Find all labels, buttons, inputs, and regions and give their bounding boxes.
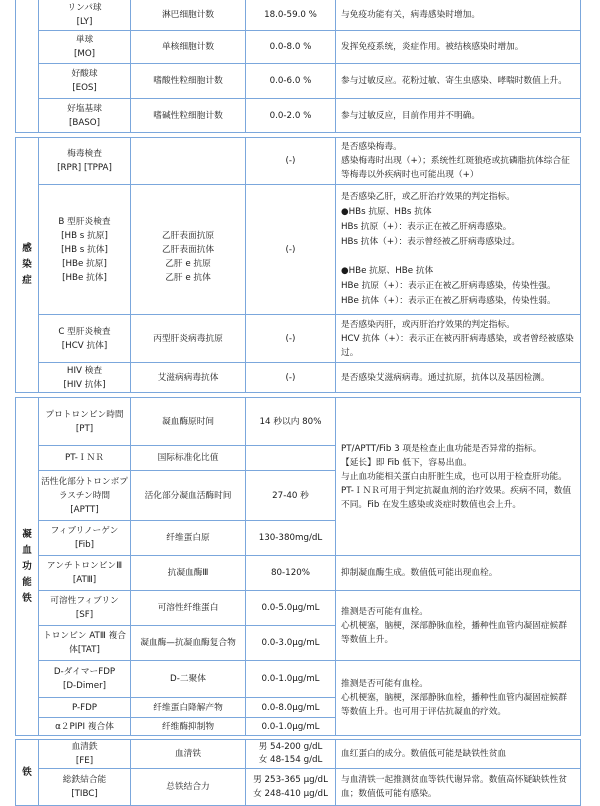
reference-value: 27-40 秒 [272, 490, 309, 501]
test-name-cell [39, 718, 131, 736]
chinese-name: 淋巴细胞计数 [161, 10, 215, 20]
reference-value: 0.0-5.0μg/mL [261, 603, 320, 613]
reference-value: (-) [285, 156, 296, 166]
description-line: HBs 抗原（+）：表示正在被乙肝病毒感染。 [341, 222, 512, 232]
description-line: 推测是否可能有血栓。 [341, 606, 428, 617]
reference-cell [246, 698, 336, 718]
category-cell [16, 740, 39, 806]
test-name-cell [39, 471, 131, 521]
test-name-cell [39, 521, 131, 556]
test-code: [D-Dimer] [62, 681, 107, 691]
chinese-name: 艾滋病病毒抗体 [157, 372, 219, 383]
description-cell [336, 31, 581, 64]
test-name: P-FDP [71, 702, 98, 713]
test-name-cell [39, 398, 131, 446]
test-code: [PT] [75, 423, 94, 434]
description-line: 是否感染梅毒。 [341, 142, 402, 152]
chinese-name-cell [131, 363, 246, 393]
test-name: プロトロンビン時間 [45, 409, 124, 420]
iron-section [15, 739, 581, 806]
description-line: 与止血功能相关蛋白由肝脏生成，也可以用于检查肝功能。 [341, 471, 567, 482]
reference-cell [246, 521, 336, 556]
chinese-name: 纤维蛋白降解产物 [153, 702, 223, 713]
description-cell [336, 99, 581, 133]
chinese-name: 国际标准化比值 [157, 453, 219, 463]
reference-value: 0.0-6.0 % [269, 76, 312, 86]
description-line: 推测是否可能有血栓。 [341, 679, 428, 689]
test-name: D-ダイマーFDP [53, 667, 116, 677]
description-text: 与血清铁一起推测贫血等铁代谢异常。数值高怀疑缺铁性贫血；数值低可能有感染。 [341, 775, 567, 799]
description-cell [336, 363, 581, 393]
description-text: 血红蛋白的成分。数值低可能是缺铁性贫血 [341, 749, 507, 759]
description-cell [336, 740, 581, 769]
infection-section [15, 137, 581, 393]
chinese-name: 总铁结合力 [166, 782, 210, 792]
description-cell [336, 591, 581, 661]
reference-value: 0.0-3.0μg/mL [261, 638, 320, 648]
chinese-name: 抗凝血酶Ⅲ [167, 568, 209, 578]
test-name: α２PIPI 複合体 [55, 721, 114, 732]
test-code: [HB s 抗体] [61, 244, 108, 255]
category-cell [16, 0, 39, 133]
description-cell [336, 556, 581, 591]
test-code: [HB s 抗原] [61, 230, 108, 241]
reference-value: 0.0-2.0 % [269, 110, 312, 121]
description-line: 是否感染乙肝，或乙肝治疗效果的判定指标。 [341, 192, 515, 202]
reference-cell [246, 661, 336, 698]
test-code: [ATⅢ] [72, 575, 97, 585]
description-line: PT-ＩＮＲ可用于判定抗凝血剂的治疗效果。疾病不同，数值不同。Fib 在发生感染或炎症时数值也会上升。 [341, 485, 572, 510]
test-name: HIV 検査 [66, 365, 103, 376]
reference-cell [246, 626, 336, 661]
test-name-cell [39, 626, 131, 661]
reference-value-female: 女 248-410 μg/dL [253, 789, 328, 799]
reference-cell [246, 398, 336, 446]
category-label: 铁 [22, 766, 32, 778]
chinese-name-cell [131, 661, 246, 698]
test-code: [BASO] [68, 117, 101, 128]
test-name-cell [39, 446, 131, 471]
reference-value: 14 秒以内 80% [259, 416, 322, 427]
description-cell [336, 315, 581, 363]
test-code: [TAT] [77, 645, 100, 655]
reference-cell [246, 740, 336, 769]
chinese-name-cell [131, 315, 246, 363]
reference-value: (-) [285, 372, 296, 383]
chinese-name: 纤维酶抑制物 [161, 721, 215, 732]
chinese-name-cell [131, 99, 246, 133]
description-cell [336, 64, 581, 99]
reference-value: 0.0-8.0 % [269, 42, 312, 52]
chinese-name: 单核细胞计数 [161, 42, 215, 52]
chinese-name: 乙肝 e 抗原 [165, 258, 211, 269]
description-line: 【延长】即 Fib 低下，容易出血。 [341, 457, 472, 468]
test-name: 単球 [75, 35, 94, 45]
reference-cell [246, 138, 336, 185]
chinese-name-cell [131, 185, 246, 315]
test-code: [MO] [73, 49, 96, 59]
chinese-name: 可溶性纤维蛋白 [157, 603, 219, 613]
description-cell [336, 661, 581, 736]
test-code: [RPR] [TPPA] [57, 163, 112, 173]
description-cell [336, 138, 581, 185]
test-code: [LY] [76, 17, 93, 27]
category-cell [16, 398, 39, 736]
chinese-name-cell [131, 626, 246, 661]
description-cell [336, 185, 581, 315]
description-line: 心机梗塞，脑梗，深部静脉血栓，播种性血管内凝固症候群等数值上升。 [341, 620, 567, 645]
description-cell [336, 0, 581, 31]
chinese-name-cell [131, 64, 246, 99]
chinese-name-cell [131, 446, 246, 471]
reference-value: 0.0-8.0μg/mL [261, 702, 320, 713]
reference-cell [246, 769, 336, 806]
description-line: ●HBe 抗原、HBe 抗体 [341, 266, 434, 276]
chinese-name: 嗜碱性粒细胞计数 [153, 110, 223, 121]
test-name-cell [39, 64, 131, 99]
chinese-name-cell [131, 718, 246, 736]
chinese-name: 纤维蛋白原 [166, 533, 210, 543]
description-line: HBe 抗体（+）：表示正在被乙肝病毒感染，传染性弱。 [341, 296, 556, 306]
chinese-name-cell [131, 398, 246, 446]
reference-cell [246, 185, 336, 315]
reference-cell [246, 718, 336, 736]
chinese-name: 凝血酶—抗凝血酶复合物 [140, 638, 236, 648]
reference-cell [246, 99, 336, 133]
test-code: [HBe 抗原] [62, 258, 107, 269]
reference-value-male: 男 253-365 μg/dL [253, 775, 328, 785]
category-cell [16, 138, 39, 393]
test-name-cell [39, 661, 131, 698]
test-name-cell [39, 31, 131, 64]
category-label: 凝血功能铁 [22, 528, 32, 604]
test-code: [TIBC] [71, 789, 98, 799]
test-name-cell [39, 185, 131, 315]
test-name: C 型肝炎検査 [58, 326, 111, 337]
description-line: ●HBs 抗原、HBs 抗体 [341, 207, 432, 217]
test-name: フィブリノーゲン [50, 526, 119, 536]
chinese-name: 凝血酶原时间 [161, 416, 215, 427]
chinese-name-cell [131, 138, 246, 185]
description-text: 抑制凝血酶生成。数值低可能出现血栓。 [341, 568, 498, 578]
test-name: 好酸球 [71, 69, 98, 79]
reference-value-female: 女 48-154 g/dL [258, 755, 323, 765]
test-name-cell [39, 363, 131, 393]
chinese-name: 嗜酸性粒细胞计数 [153, 76, 223, 86]
description-cell [336, 398, 581, 556]
test-name-cell [39, 138, 131, 185]
reference-value: 130-380mg/dL [258, 533, 323, 543]
description-text: 发挥免疫系统，炎症作用。被结核感染时增加。 [341, 42, 524, 52]
reference-cell [246, 64, 336, 99]
description-line: 感染梅毒时出现（+）；系统性红斑狼疮或抗磷脂抗体综合征等梅毒以外疾病时也可能出现（+） [341, 156, 570, 180]
reference-value: 0.0-1.0μg/mL [261, 674, 320, 684]
test-code: [SF] [75, 610, 94, 620]
chinese-name-cell [131, 740, 246, 769]
description-line: HBe 抗原（+）：表示正在被乙肝病毒感染，传染性强。 [341, 281, 556, 291]
description-cell [336, 769, 581, 806]
chinese-name-cell [131, 0, 246, 31]
chinese-name-cell [131, 769, 246, 806]
chinese-name: 乙肝表面抗原 [161, 230, 215, 241]
test-code: [HBe 抗体] [62, 272, 107, 283]
test-code: [EOS] [72, 83, 97, 93]
reference-cell [246, 591, 336, 626]
test-name: 活性化部分トロンボプラスチン時間 [41, 476, 128, 501]
test-name: 総鉄結合能 [62, 775, 107, 785]
description-text: 参与过敏反应，目前作用并不明确。 [341, 110, 480, 121]
test-name-cell [39, 315, 131, 363]
chinese-name: 乙肝表面抗体 [161, 244, 215, 255]
test-code: [HIV 抗体] [63, 379, 106, 390]
reference-value: (-) [285, 244, 296, 255]
chinese-name: 乙肝 e 抗体 [165, 272, 211, 283]
reference-cell [246, 363, 336, 393]
reference-value: (-) [285, 333, 296, 344]
category-label: 感染症 [22, 243, 32, 286]
chinese-name-cell [131, 521, 246, 556]
test-name-cell [39, 740, 131, 769]
test-code: [Fib] [74, 540, 95, 550]
test-name: 梅毒検査 [67, 149, 102, 159]
test-name: 好塩基球 [67, 103, 102, 114]
test-name: 血清鉄 [71, 742, 98, 752]
chinese-name-cell [131, 591, 246, 626]
description-line: 心机梗塞，脑梗，深部静脉血栓，播种性血管内凝固症候群等数值上升。也可用于评估抗凝血的疗效。 [341, 693, 567, 717]
description-line: PT/APTT/Fib 3 项是检查止血功能是否异常的指标。 [341, 443, 542, 454]
test-name-cell [39, 0, 131, 31]
test-code: [HCV 抗体] [61, 340, 108, 351]
coagulation-section [15, 397, 581, 736]
reference-value: 80-120% [270, 568, 311, 578]
reference-value: 18.0-59.0 % [264, 10, 317, 20]
description-line: HCV 抗体（+）：表示正在被丙肝病毒感染，或者曾经被感染过。 [341, 333, 574, 358]
reference-cell [246, 446, 336, 471]
description-text: 是否感染艾滋病病毒。通过抗原，抗体以及基因检测。 [341, 372, 550, 383]
reference-cell [246, 471, 336, 521]
test-name: 可溶性フィブリン [50, 596, 119, 606]
chinese-name: D-二聚体 [170, 674, 206, 684]
chinese-name: 血清铁 [174, 749, 202, 759]
chinese-name-cell [131, 556, 246, 591]
chinese-name-cell [131, 698, 246, 718]
blood-cell-section [15, 0, 581, 133]
test-code: [FE] [75, 756, 94, 766]
description-text: 与免疫功能有关，病毒感染时增加。 [341, 10, 480, 20]
test-name-cell [39, 591, 131, 626]
test-name-cell [39, 556, 131, 591]
description-line: HBs 抗体（+）：表示曾经被乙肝病毒感染过。 [341, 237, 521, 247]
test-name-cell [39, 769, 131, 806]
test-name: トロンビン ATⅢ 複合体 [43, 631, 126, 655]
test-name: B 型肝炎検査 [58, 216, 111, 227]
chinese-name: 丙型肝炎病毒抗原 [153, 333, 223, 344]
test-name: リンパ球 [67, 3, 102, 13]
description-line: 是否感染丙肝，或丙肝治疗效果的判定指标。 [341, 319, 515, 330]
chinese-name-cell [131, 471, 246, 521]
chinese-name-cell [131, 31, 246, 64]
reference-cell [246, 31, 336, 64]
reference-cell [246, 556, 336, 591]
reference-cell [246, 315, 336, 363]
test-code: [APTT] [70, 504, 99, 515]
reference-cell [246, 0, 336, 31]
reference-value: 0.0-1.0μg/mL [261, 721, 320, 732]
test-name-cell [39, 698, 131, 718]
reference-value-male: 男 54-200 g/dL [258, 742, 323, 752]
test-name: PT-ＩＮＲ [65, 453, 104, 463]
test-name-wrap [41, 629, 128, 657]
test-name-cell [39, 99, 131, 133]
description-text: 参与过敏反应。花粉过敏、寄生虫感染、哮喘时数值上升。 [341, 76, 567, 86]
chinese-name: 活化部分凝血活酶时间 [144, 490, 232, 501]
test-name: アンチトロンビンⅢ [46, 561, 123, 571]
